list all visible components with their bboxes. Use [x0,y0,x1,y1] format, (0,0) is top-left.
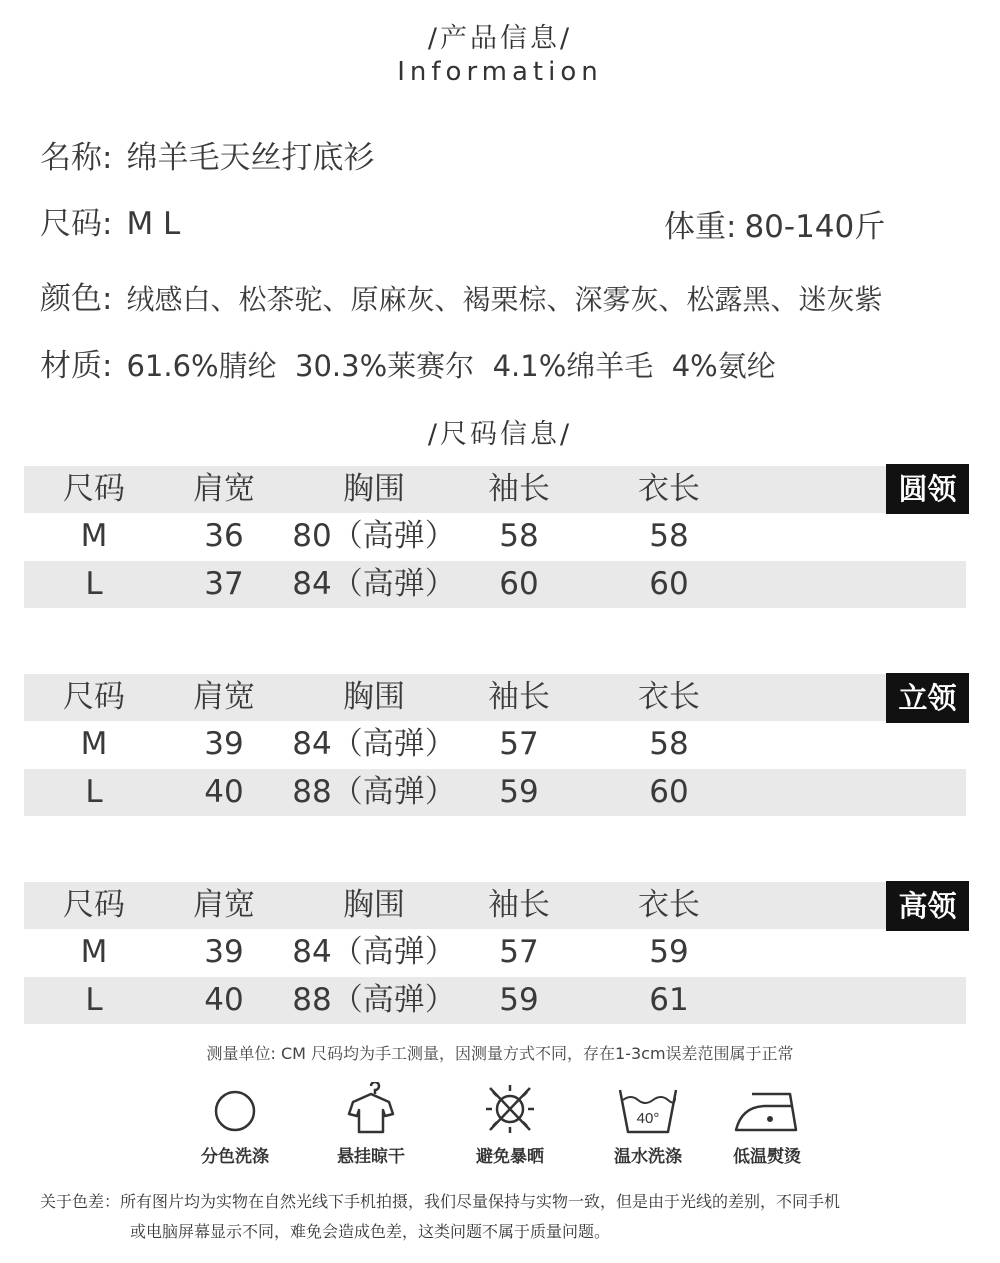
info-material-value: 61.6%腈纶 30.3%莱赛尔 4.1%绵羊毛 4%氨纶 [126,349,776,383]
info-weight-label: 体重: [664,209,737,245]
care-item-separate-wash [180,1086,290,1167]
info-color-label: 颜色: [40,281,113,317]
header-size: 尺码 [63,471,125,507]
cell-shoulder: 39 [204,726,244,762]
header-chest: 胸围 [343,471,405,507]
cell-sleeve: 57 [499,726,539,762]
cell-chest: 88（高弹） [292,982,456,1018]
header-shoulder: 肩宽 [193,679,255,715]
measurement-note: 测量单位: CM 尺码均为手工测量，因测量方式不同，存在1-3cm误差范围属于正常 [206,1044,794,1063]
header-size: 尺码 [63,887,125,923]
info-color [40,273,882,318]
cell-size: M [80,518,108,554]
cell-chest: 88（高弹） [292,774,456,810]
color-disclaimer-line1: 关于色差：所有图片均为实物在自然光线下手机拍摄，我们尽量保持与实物一致，但是由于光线的差别，不同手机 [40,1192,841,1211]
info-color-value: 绒感白、松茶驼、原麻灰、褐栗棕、深雾灰、松露黑、迷灰紫 [126,283,883,316]
cell-sleeve: 60 [499,566,539,602]
header-length: 衣长 [638,679,700,715]
table-row [24,977,966,1024]
info-name-value: 绵羊毛天丝打底衫 [126,140,375,176]
iron-low-icon [732,1086,802,1136]
cell-chest: 80（高弹） [292,518,456,554]
cell-size: L [85,774,103,810]
info-size-value: M L [126,206,181,242]
info-material [40,340,776,385]
cell-length: 58 [649,518,689,554]
table-row [24,769,966,816]
table-header-row [24,882,966,929]
care-item-low-iron [712,1086,822,1167]
header-size: 尺码 [63,679,125,715]
care-label: 低温熨烫 [733,1147,801,1167]
header-length: 衣长 [638,471,700,507]
cell-length: 60 [649,774,689,810]
header-shoulder: 肩宽 [193,887,255,923]
cell-shoulder: 40 [204,774,244,810]
cell-shoulder: 36 [204,518,244,554]
cell-chest: 84（高弹） [292,726,456,762]
info-size [40,198,180,243]
header-chest: 胸围 [343,679,405,715]
header-chest: 胸围 [343,887,405,923]
cell-sleeve: 58 [499,518,539,554]
header-sleeve: 袖长 [488,471,550,507]
cell-shoulder: 37 [204,566,244,602]
cell-sleeve: 57 [499,934,539,970]
table-header-row [24,466,966,513]
table-header-row [24,674,966,721]
section-subtitle-information: Information [397,57,603,87]
cell-length: 58 [649,726,689,762]
cell-size: M [80,934,108,970]
cell-size: M [80,726,108,762]
section-title-size-info: /尺码信息/ [427,419,573,450]
info-name-label: 名称: [40,140,113,176]
cell-shoulder: 40 [204,982,244,1018]
care-label: 避免暴晒 [476,1147,544,1167]
info-name [40,132,374,177]
cell-length: 61 [649,982,689,1018]
hang-dry-icon [343,1082,399,1136]
neck-tag-high: 高领 [886,881,969,931]
header-shoulder: 肩宽 [193,471,255,507]
info-weight [664,201,885,246]
cell-length: 59 [649,934,689,970]
table-row [24,721,966,768]
table-row [24,513,966,560]
cell-shoulder: 39 [204,934,244,970]
header-sleeve: 袖长 [488,679,550,715]
cell-length: 60 [649,566,689,602]
table-row [24,929,966,976]
cell-sleeve: 59 [499,982,539,1018]
cell-size: L [85,566,103,602]
info-size-label: 尺码: [40,206,113,242]
neck-tag-round: 圆领 [886,464,969,514]
care-label: 温水洗涤 [614,1147,682,1167]
cell-size: L [85,982,103,1018]
cell-chest: 84（高弹） [292,934,456,970]
circle-wash-icon [210,1086,260,1136]
wash-temp-label: 40° [636,1110,660,1127]
info-weight-value: 80-140斤 [744,209,886,245]
info-material-label: 材质: [40,348,113,384]
section-title-product-info: /产品信息/ [427,23,573,54]
care-item-avoid-sun [455,1082,565,1167]
care-label: 悬挂晾干 [337,1147,405,1167]
cell-sleeve: 59 [499,774,539,810]
header-sleeve: 袖长 [488,887,550,923]
care-item-hang-dry [316,1082,426,1167]
wash-40-icon [616,1082,680,1136]
cell-chest: 84（高弹） [292,566,456,602]
neck-tag-stand: 立领 [886,673,969,723]
no-sun-icon [480,1082,540,1136]
table-row [24,561,966,608]
header-length: 衣长 [638,887,700,923]
care-item-warm-wash [593,1082,703,1167]
color-disclaimer-line2: 或电脑屏幕显示不同，难免会造成色差，这类问题不属于质量问题。 [130,1222,611,1241]
care-label: 分色洗涤 [201,1147,269,1167]
